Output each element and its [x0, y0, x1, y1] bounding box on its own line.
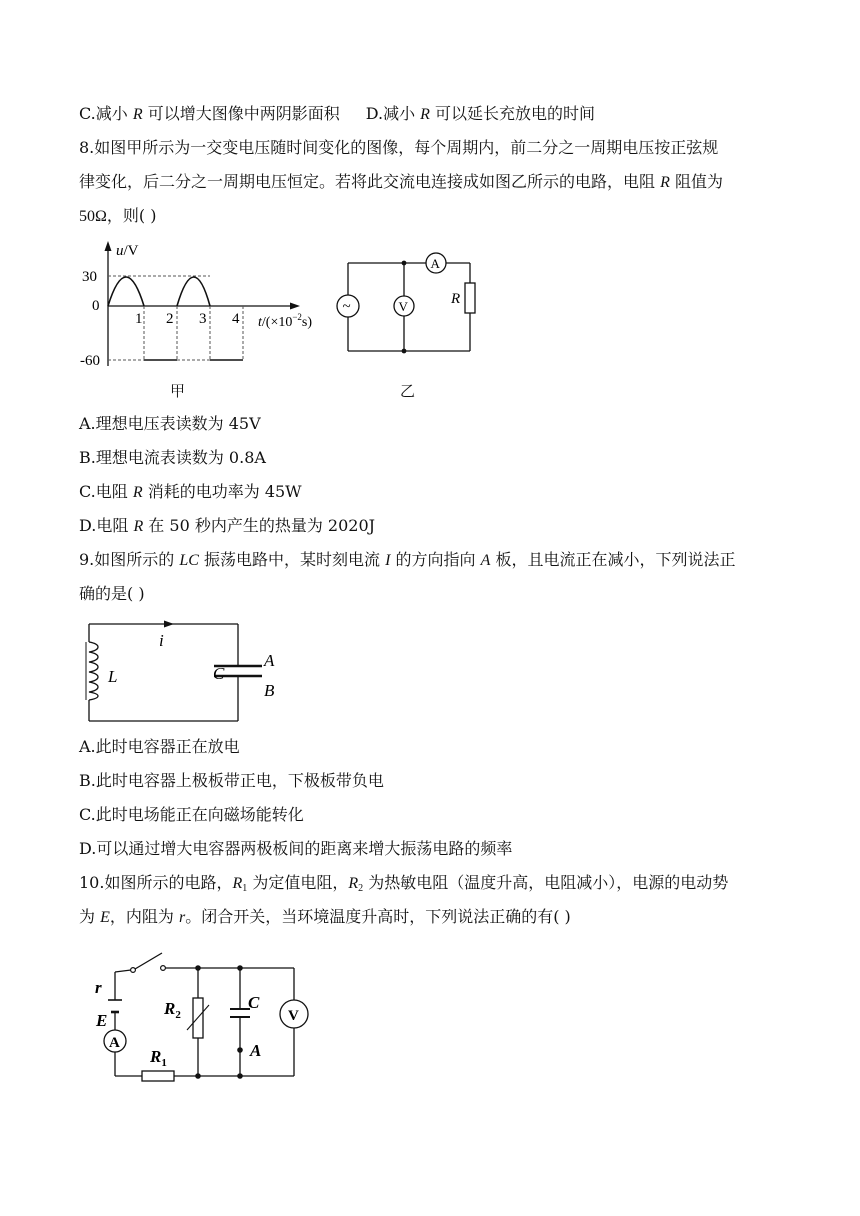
q9-stem-line2: 确的是( )	[79, 584, 145, 603]
q8-option-a: A.理想电压表读数为 45V	[79, 414, 261, 433]
q10-stem2-pre: 为	[79, 907, 101, 926]
q10-stem-line1	[79, 871, 728, 901]
ac-source-symbol: ~	[342, 299, 351, 315]
q10-stem2-mid: ，内阻为	[109, 907, 179, 926]
q9-option-a: A.此时电容器正在放电	[79, 737, 240, 756]
q8-option-c-post: 消耗的电功率为 45W	[142, 482, 302, 501]
switch-blade	[135, 953, 162, 969]
capacitor-label: C	[248, 993, 260, 1012]
q8-resistance-value: 50Ω	[79, 208, 107, 225]
q10-r2-sub: 2	[358, 883, 364, 894]
q9-stem-current: I	[385, 552, 391, 569]
point-a-label: A	[250, 1041, 262, 1060]
x-axis-label: $t/(\times 10^{-2}s)$	[258, 312, 313, 330]
switch-pivot	[131, 968, 136, 973]
voltmeter-label: V	[398, 299, 408, 314]
q8-stem-line3	[79, 204, 156, 229]
y-tick-neg60: -60	[80, 353, 100, 369]
q9-figure-lc-circuit	[80, 616, 300, 726]
q10-r2-var: R	[348, 875, 359, 892]
q9-stem-post: 板，且电流正在减小，下列说法正	[490, 550, 736, 569]
q7-option-d-var: R	[420, 106, 430, 123]
emf-label: E	[96, 1011, 108, 1030]
q10-stem-mid1: 为定值电阻，	[247, 873, 349, 892]
q8-option-b: B.理想电流表读数为 0.8A	[79, 448, 266, 467]
q8-stem-line2	[79, 170, 723, 195]
voltage-waveform	[108, 277, 243, 360]
q8-figure-yi-caption: 乙	[400, 382, 416, 400]
q8-stem-line3-post: ，则( )	[106, 206, 157, 225]
y-axis-label: u/V	[116, 243, 139, 259]
r2-label: $R_2$	[164, 999, 181, 1021]
q10-stem-pre: 10.如图所示的电路，	[79, 873, 233, 892]
q9-stem-line1	[79, 548, 736, 573]
q8-figure-jia-caption: 甲	[170, 382, 186, 400]
q8-option-d	[79, 514, 375, 539]
q10-figure-circuit	[90, 948, 320, 1088]
q7-option-d-post: 可以延长充放电的时间	[429, 104, 596, 123]
x-tick-3: 3	[199, 311, 207, 327]
q8-figure-jia	[78, 238, 338, 378]
q9-stem-mid2: 的方向指向	[390, 550, 481, 569]
q10-stem2-post: 。闭合开关，当环境温度升高时，下列说法正确的有( )	[185, 907, 571, 926]
q9-option-c: C.此时电场能正在向磁场能转化	[79, 805, 304, 824]
ammeter-label: A	[109, 1035, 120, 1051]
switch-contact	[161, 966, 166, 971]
q8-stem-line2-pre: 律变化，后二分之一周期电压恒定。若将此交流电连接成如图乙所示的电路，电阻	[79, 172, 661, 191]
inductor-label: L	[108, 667, 118, 686]
ammeter-label: A	[430, 256, 440, 271]
q7-option-d-pre: D.减小	[365, 104, 421, 123]
x-tick-1: 1	[135, 311, 143, 327]
q7-option-c-var: R	[132, 106, 143, 123]
current-arrow	[164, 621, 174, 628]
q8-stem-line1: 8.如图甲所示为一交变电压随时间变化的图像，每个周期内，前二分之一周期电压按正弦规	[79, 138, 719, 157]
q10-stem-line2	[79, 905, 571, 930]
q10-internal-r-var: r	[178, 909, 186, 926]
q8-option-d-var: R	[133, 518, 144, 535]
q9-stem-mid1: 振荡电路中，某时刻电流	[198, 550, 386, 569]
q10-r1-var: R	[232, 875, 243, 892]
q8-option-c	[79, 480, 302, 505]
current-label: i	[159, 631, 164, 650]
q10-stem-post: 为热敏电阻（温度升高，电阻减小），电源的电动势	[363, 873, 729, 892]
q8-stem-line2-var: R	[660, 174, 670, 191]
x-tick-2: 2	[166, 311, 174, 327]
q7-option-c-post: 可以增大图像中两阴影面积	[142, 104, 340, 123]
voltmeter-label: V	[288, 1008, 299, 1024]
q7-options-cd	[79, 102, 595, 127]
inductor-coil	[89, 642, 98, 700]
q8-stem-line2-post: 阻值为	[669, 172, 723, 191]
plate-b-label: B	[264, 681, 275, 700]
y-axis-arrow	[105, 241, 112, 251]
q8-option-d-post: 在 50 秒内产生的热量为 2020J	[143, 516, 376, 535]
q8-option-d-pre: D.电阻	[79, 516, 134, 535]
q9-option-d: D.可以通过增大电容器两极板间的距离来增大振荡电路的频率	[79, 839, 513, 858]
q10-r1-sub: 1	[242, 883, 248, 894]
q8-option-c-pre: C.电阻	[79, 482, 133, 501]
x-axis-arrow	[290, 303, 300, 310]
internal-r-label: r	[95, 978, 102, 997]
q9-stem-plate: A	[480, 552, 491, 569]
r1-label: $R_1$	[150, 1047, 167, 1069]
y-tick-0: 0	[92, 298, 100, 314]
plate-a-label: A	[264, 651, 275, 670]
q7-option-d	[366, 104, 595, 123]
resistor-r1	[142, 1071, 174, 1081]
y-tick-30: 30	[82, 269, 97, 285]
resistor-label: R	[451, 291, 461, 307]
x-tick-4: 4	[232, 311, 240, 327]
q7-option-c	[79, 104, 340, 123]
q9-stem-pre: 9.如图所示的	[79, 550, 180, 569]
q9-option-b: B.此时电容器上极板带正电，下极板带负电	[79, 771, 384, 790]
q8-figure-yi	[330, 248, 490, 358]
dashed-guides	[108, 276, 243, 360]
q9-stem-lc: LC	[179, 552, 199, 569]
point-a-node	[237, 1047, 243, 1053]
resistor-r	[465, 283, 475, 313]
q8-option-c-var: R	[132, 484, 143, 501]
q7-option-c-pre: C.减小	[79, 104, 133, 123]
q10-emf-var: E	[100, 909, 110, 926]
capacitor-label: C	[213, 664, 225, 683]
